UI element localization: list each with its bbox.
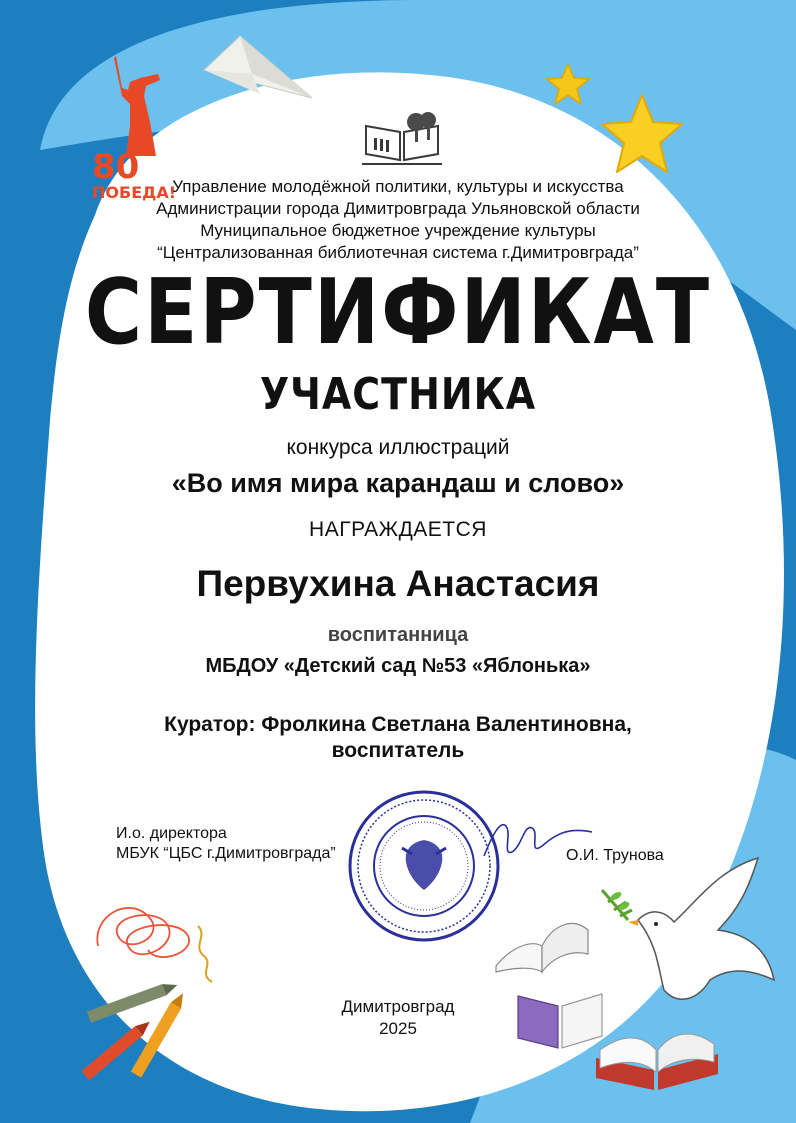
recipient-role: воспитанница (327, 624, 469, 646)
victory-monument-icon (100, 52, 180, 162)
contest-name: «Во имя мира карандаш и слово» (171, 468, 625, 498)
curator-line-1: Куратор: Фролкина Светлана Валентиновна, (164, 713, 632, 736)
org-line-4: “Централизованная библиотечная система г.Димитровграда” (157, 243, 639, 262)
signature-position-line-2: МБУК “ЦБС г.Димитровграда” (116, 845, 336, 862)
library-logo-icon (360, 108, 444, 170)
signer-name: О.И. Трунова (566, 847, 664, 864)
institution-name: МБДОУ «Детский сад №53 «Яблонька» (205, 655, 591, 677)
logo-word: ПОБЕДА! (92, 183, 177, 202)
logo-number: 80 (92, 147, 140, 187)
contest-label: конкурса иллюстраций (286, 436, 510, 459)
org-line-1: Управление молодёжной политики, культуры и искусства (172, 177, 624, 196)
certificate-subtitle: УЧАСТНИКА (259, 368, 537, 420)
awarded-label: НАГРАЖДАЕТСЯ (309, 518, 487, 541)
signature-position (116, 824, 336, 864)
footer (0, 996, 796, 1040)
footer-year: 2025 (379, 1019, 417, 1038)
org-line-3: Муниципальное бюджетное учреждение культуры (200, 221, 596, 240)
certificate-title: СЕРТИФИКАТ (84, 261, 712, 365)
star-icon (598, 92, 686, 176)
paper-plane-icon (200, 30, 320, 105)
organization-header (0, 176, 796, 264)
footer-city: Димитровград (341, 997, 455, 1016)
recipient-name: Первухина Анастасия (196, 563, 600, 604)
dove-icon (598, 850, 778, 1010)
signature-position-line-1: И.о. директора (116, 825, 227, 842)
org-line-2: Администрации города Димитровграда Ульяновской области (156, 199, 640, 218)
curator-info (0, 712, 796, 764)
open-book-icon (492, 906, 592, 976)
curator-line-2: воспитатель (331, 739, 465, 762)
small-star-icon (545, 62, 591, 106)
